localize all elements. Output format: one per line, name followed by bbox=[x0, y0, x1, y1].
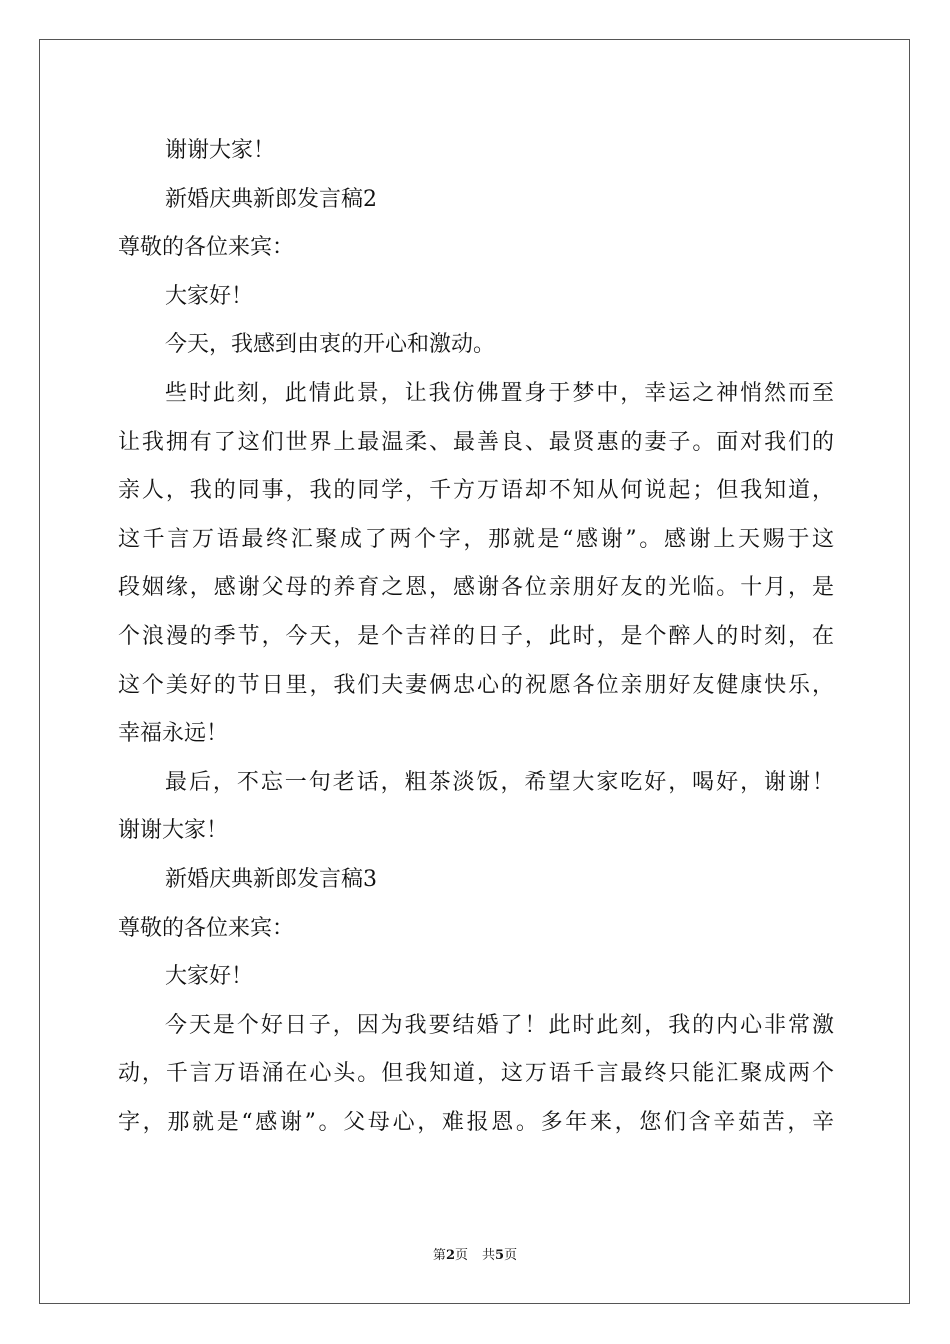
text-line: 个浪漫的季节，今天，是个吉祥的日子，此时，是个醉人的时刻，在 bbox=[118, 623, 834, 649]
text-line: 新婚庆典新郎发言稿3 bbox=[165, 866, 377, 892]
footer-page-prefix: 第 bbox=[432, 1248, 446, 1263]
text-line: 新婚庆典新郎发言稿2 bbox=[165, 186, 377, 212]
text-line: 这千言万语最终汇聚成了两个字，那就是“感谢”。感谢上天赐于这 bbox=[118, 526, 834, 552]
text-line: 字，那就是“感谢”。父母心，难报恩。多年来，您们含辛茹苦，辛 bbox=[118, 1109, 834, 1135]
text-line: 今天是个好日子，因为我要结婚了！此时此刻，我的内心非常激 bbox=[165, 1012, 834, 1038]
text-line: 大家好！ bbox=[165, 283, 254, 309]
text-line: 幸福永远！ bbox=[118, 721, 229, 747]
document-body bbox=[118, 127, 834, 1147]
text-line: 尊敬的各位来宾： bbox=[118, 235, 295, 261]
page-footer bbox=[0, 1246, 950, 1266]
text-line: 这个美好的节日里，我们夫妻俩忠心的祝愿各位亲朋好友健康快乐， bbox=[118, 672, 834, 698]
footer-total-suffix: 页 bbox=[504, 1248, 518, 1263]
text-line: 段姻缘，感谢父母的养育之恩，感谢各位亲朋好友的光临。十月，是 bbox=[118, 575, 834, 601]
footer-total-pages: 5 bbox=[495, 1248, 505, 1263]
text-line: 让我拥有了这们世界上最温柔、最善良、最贤惠的妻子。面对我们的 bbox=[118, 429, 834, 455]
text-line: 谢谢大家！ bbox=[165, 138, 276, 163]
footer-current-page: 2 bbox=[445, 1248, 455, 1263]
text-line: 动，千言万语涌在心头。但我知道，这万语千言最终只能汇聚成两个 bbox=[118, 1061, 834, 1087]
text-line: 尊敬的各位来宾： bbox=[118, 915, 295, 941]
footer-page-suffix: 页 bbox=[454, 1248, 468, 1263]
footer-total-prefix: 共 bbox=[482, 1248, 496, 1263]
text-line: 最后，不忘一句老话，粗茶淡饭，希望大家吃好，喝好，谢谢！ bbox=[165, 769, 834, 795]
text-line: 今天，我感到由衷的开心和激动。 bbox=[165, 332, 496, 358]
text-line: 亲人，我的同事，我的同学，千方万语却不知从何说起；但我知道， bbox=[118, 478, 834, 504]
text-line: 大家好！ bbox=[165, 964, 254, 990]
text-line: 谢谢大家！ bbox=[118, 818, 229, 844]
text-line: 些时此刻，此情此景，让我仿佛置身于梦中，幸运之神悄然而至 bbox=[165, 380, 834, 406]
